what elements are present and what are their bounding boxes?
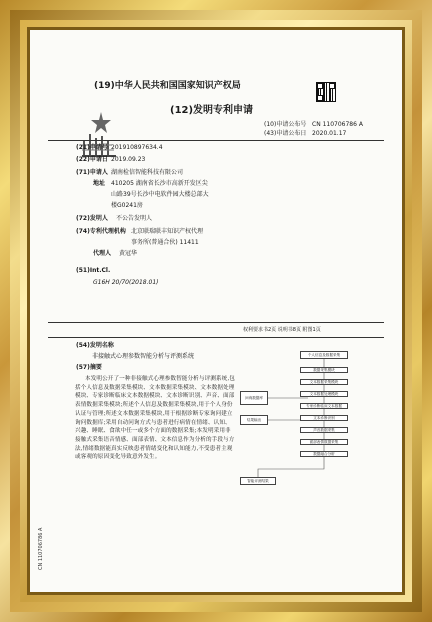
figure-box: 结果输出 [240, 415, 268, 425]
inventor-label: (72)发明人 [76, 215, 108, 222]
figure-box: 个人信息及数据采集 [300, 351, 348, 359]
document-type-title: (12)发明专利申请 [170, 105, 254, 116]
figure-box: 面部表情数据采集 [300, 439, 348, 445]
address-label: 地址 [93, 180, 106, 187]
side-publication-number: CN 110706786 A [38, 527, 44, 570]
applicant-label: (71)申请人 [76, 169, 108, 176]
inventor: 不公告发明人 [116, 215, 153, 222]
pub-date: 2020.01.17 [312, 130, 347, 137]
intcl: G16H 20/70(2018.01) [93, 279, 159, 286]
agency-line: 北京联瑞联丰知识产权代理 [131, 228, 204, 235]
divider [48, 140, 384, 141]
authority-title: (19)中华人民共和国国家知识产权局 [94, 81, 241, 91]
intcl-label: (51)Int.Cl. [76, 267, 111, 274]
address-line: 楼G0241房 [111, 202, 143, 209]
claims-info: 权利要求书2页 说明书8页 附图1页 [243, 327, 321, 333]
figure-box: 文本诊断识别 [300, 415, 348, 421]
figure-box: 智能评测结果 [240, 477, 276, 485]
app-no: 201910897634.4 [111, 144, 163, 151]
address-line: 410205 湖南省长沙市高新开发区尖 [111, 180, 208, 187]
invention-title: 非接触式心理参数智能分析与评测系统 [92, 353, 195, 360]
title-label: (54)发明名称 [76, 342, 114, 349]
divider [48, 337, 384, 338]
agency-line: 事务所(普通合伙) 11411 [131, 239, 199, 246]
figure-box: 文本数据处理模块 [300, 391, 348, 397]
figure-box: 数据融合分析 [300, 451, 348, 457]
agent: 黄冠华 [119, 250, 138, 257]
pub-date-label: (43)申请公布日 [264, 130, 307, 137]
abstract-text: 本发明公开了一种非接触式心理参数智能分析与评测系统,包括个人信息及数据采集模块、文本数据采集模块、文本数据处理模块、专家诊断临床文本数据模块、文本诊断识别、声音、面部表情数据采集模块;所述个人信息及数据采集模块,用于个人身份认证与管理;所述文本数据采集模块,用于根据诊断专家询问建立询问数据库;采用自动问询方式与患者进行病情在情绪、认知、兴趣、睡眠、食欲中任一或多个方面的数据采集;本发明采用非接触式采集语音情感、面部表情、文本信息作为分析的手段与方法,情绪数据能真实反映患者情绪变化和认知能力,不受患者主观或客观的原因变化导致意外发生。 [75, 376, 235, 461]
figure-box: 声音数据采集 [300, 427, 348, 433]
abstract-label: (57)摘要 [76, 364, 102, 371]
app-date: 2019.09.23 [111, 156, 146, 163]
pub-no-label: (10)申请公布号 [264, 121, 307, 128]
abstract-figure [238, 343, 388, 493]
divider [48, 322, 384, 323]
pub-no: CN 110706786 A [312, 121, 363, 128]
figure-box: 问询数据库 [240, 391, 268, 405]
agent-label: 代理人 [93, 250, 112, 257]
patent-document [30, 30, 402, 592]
figure-box: 专家诊断临床文本数据 [300, 403, 348, 409]
app-no-label: (21)申请号 [76, 144, 108, 151]
agency-label: (74)专利代理机构 [76, 228, 126, 235]
address-line: 山路39号长沙中电软件园大楼总部大 [111, 191, 209, 198]
app-date-label: (22)申请日 [76, 156, 108, 163]
qr-code [316, 82, 336, 102]
figure-box: 数据采集模块 [300, 367, 348, 373]
figure-box: 文本数据采集模块 [300, 379, 348, 385]
applicant: 湖南检信智能科技有限公司 [111, 169, 184, 176]
